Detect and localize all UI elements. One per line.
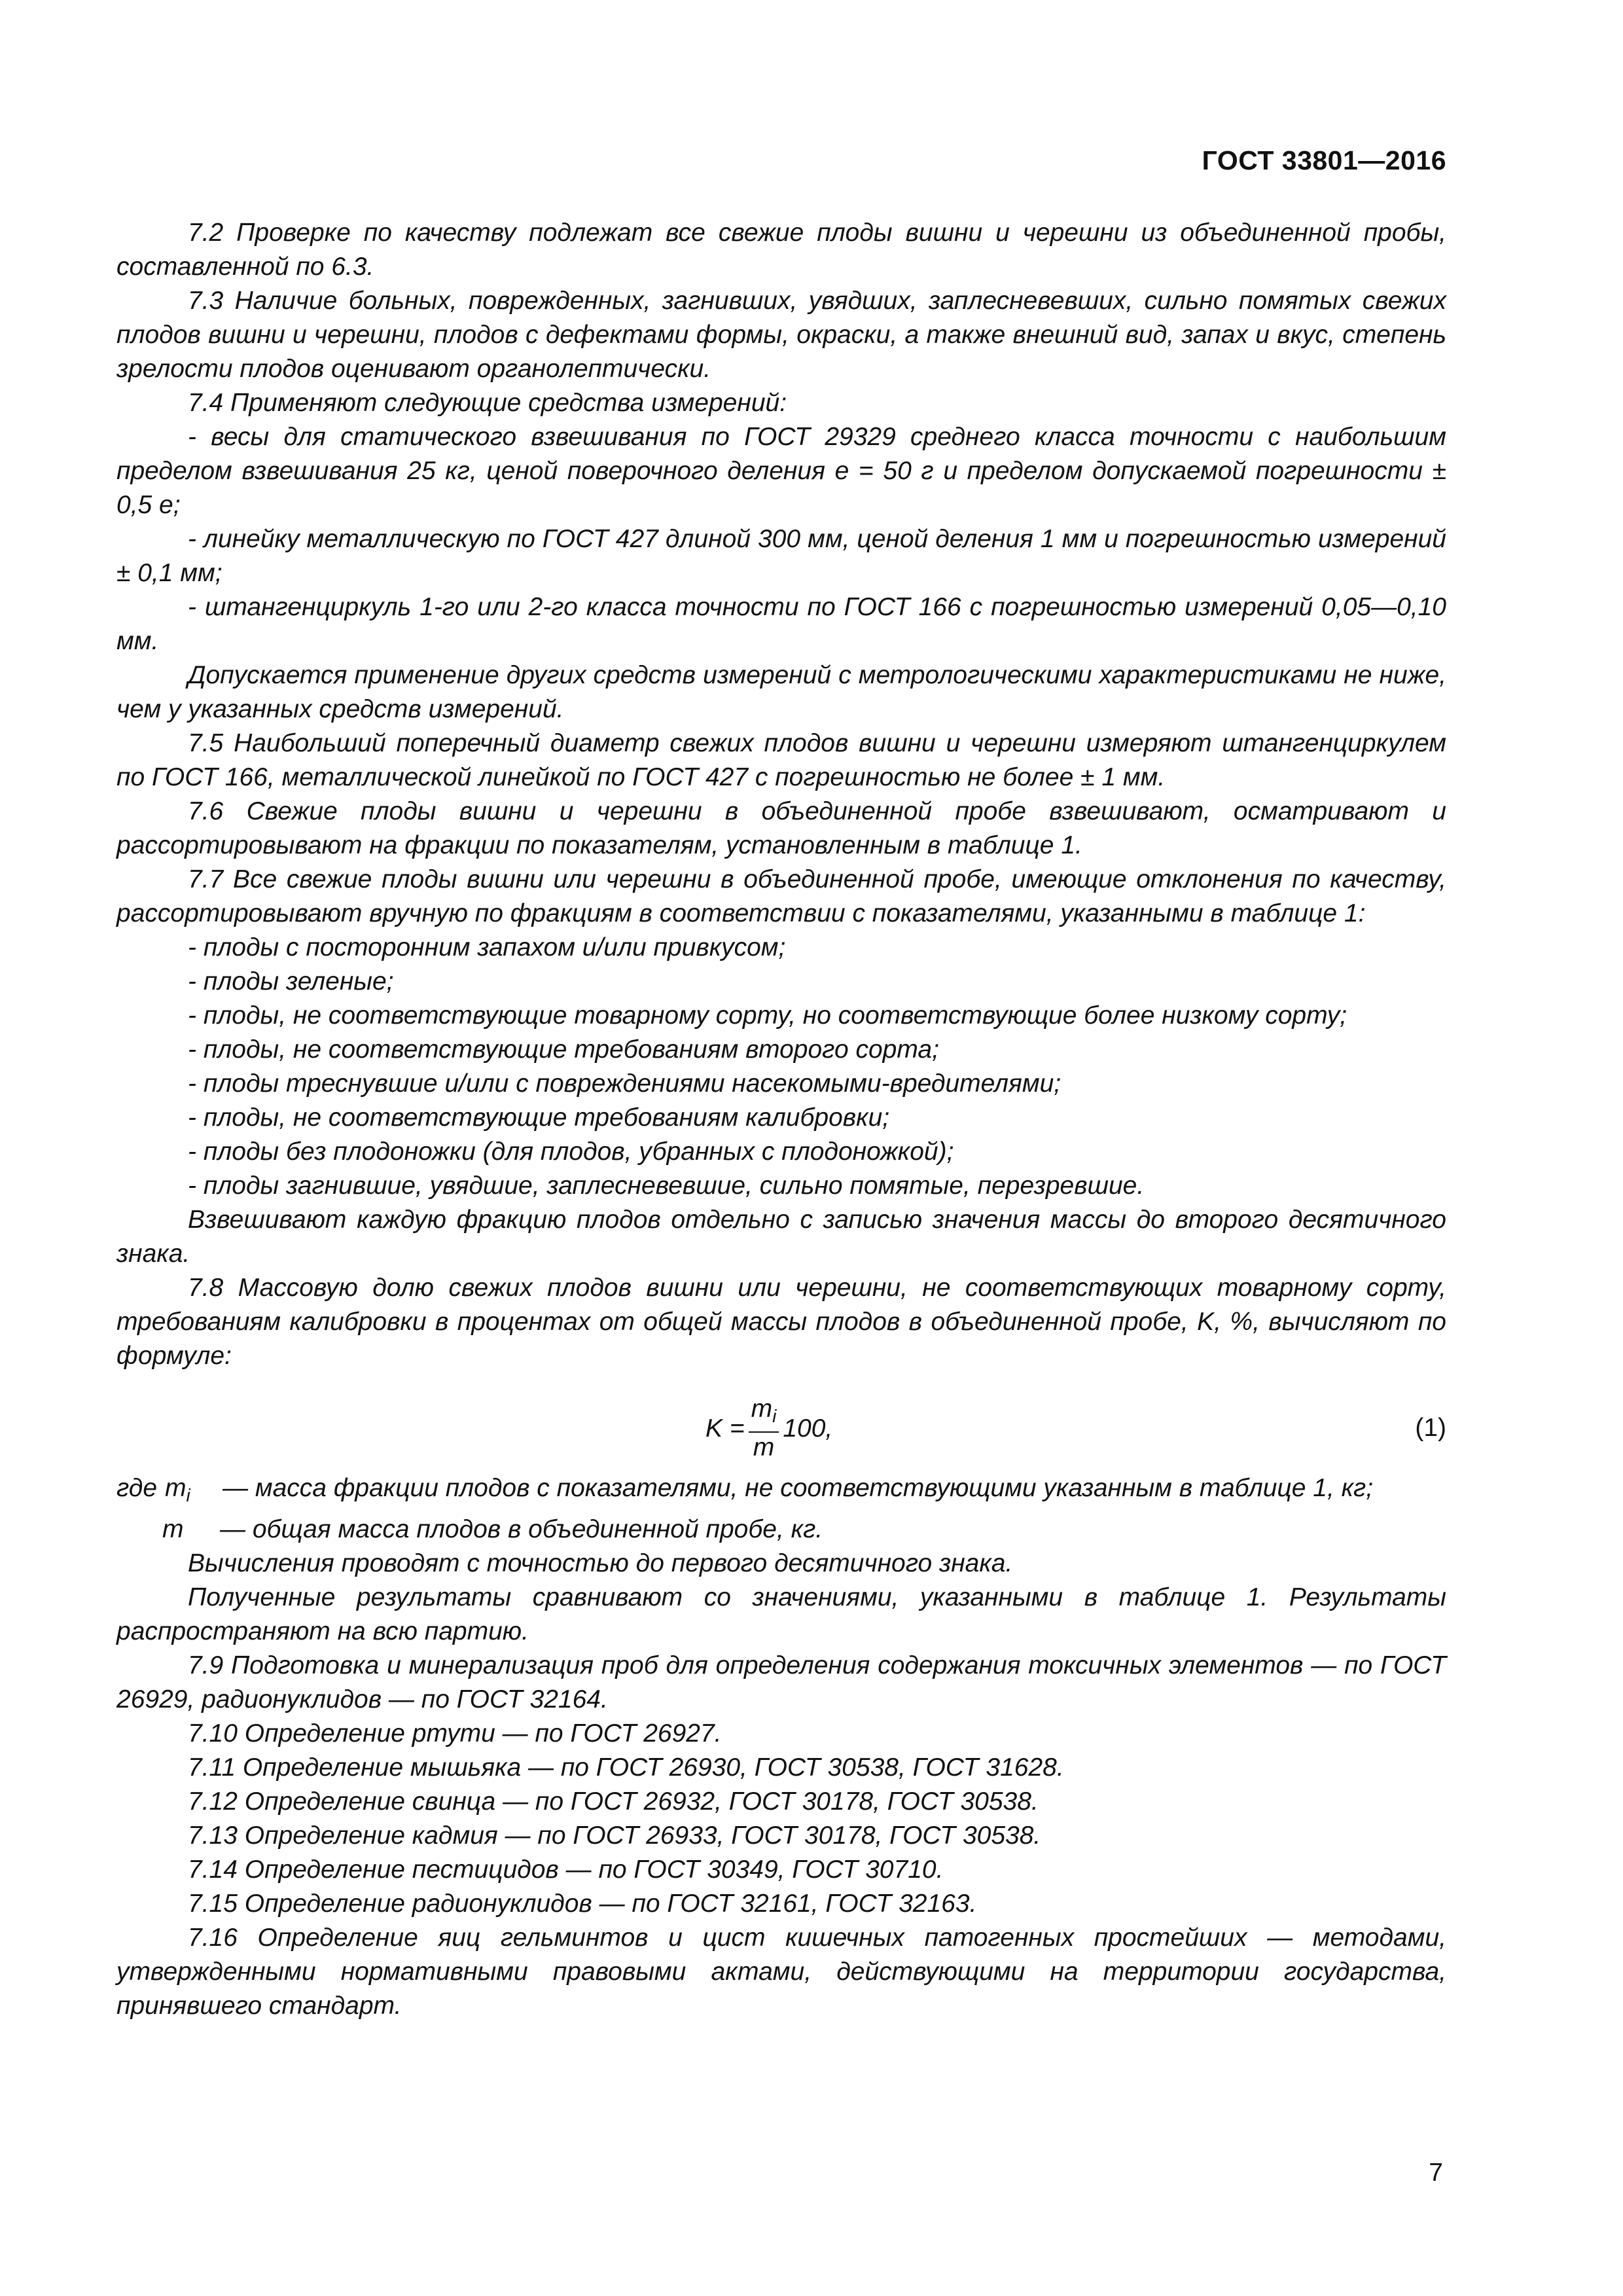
list-item: - плоды зеленые; [188,967,394,996]
formula-lhs: K = [705,1414,745,1443]
where-symbol-1: $m_i$ [165,1474,190,1505]
formula-denominator: m [753,1433,775,1462]
measurement-ruler-item: - линейку металлическую по ГОСТ 427 длиной 300 мм, ценой деления 1 мм и погрешностью измерений ± 0,1 мм; [116,525,1446,587]
paragraph-7-8: 7.8 Массовую долю свежих плодов вишни или черешни, не соответствующих товарному сорту, требованиям калибровки в процентах от общей массы плодов в объединенной пробе, K, %, вычисляют по формуле: [116,1274,1446,1370]
paragraph-7-9: 7.9 Подготовка и минерализация проб для определения содержания токсичных элементов — по ГОСТ 26929, радионуклидов — по ГОСТ 32164. [116,1651,1446,1713]
list-item: - плоды, не соответствующие товарному сорту, но соответствующие более низкому сорту; [188,1001,1347,1030]
paragraph-7-15: 7.15 Определение радионуклидов — по ГОСТ 32161, ГОСТ 32163. [188,1890,977,1918]
list-item: - плоды, не соответствующие требованиям второго сорта; [188,1035,939,1064]
paragraph-7-16: 7.16 Определение яиц гельминтов и цист кишечных патогенных простейших — методами, утвержденными нормативными правовыми актами, действующими на территории государства, принявшего стандарт. [116,1924,1446,2020]
formula-block [116,1376,1446,1467]
paragraph-7-12: 7.12 Определение свинца — по ГОСТ 26932, ГОСТ 30178, ГОСТ 30538. [188,1787,1039,1816]
where-symbol-2: m [162,1515,184,1543]
formula-fraction [749,1394,779,1463]
paragraph-7-7: 7.7 Все свежие плоды вишни или черешни в объединенной пробе, имеющие отклонения по качеству, рассортировывают вручную по фракциям в соответствии с показателями, указанными в таблице 1: [116,865,1446,927]
formula-expression [705,1394,832,1463]
where-def-1: — масса фракции плодов с показателями, не соответствующими указанным в таблице 1, кг; [223,1474,1374,1502]
where-prefix: где [116,1474,158,1502]
page-number: 7 [1429,2159,1443,2187]
where-def-2: — общая масса плодов в объединенной пробе, кг. [220,1515,823,1543]
formula-factor: 100, [783,1414,833,1443]
list-item: - плоды с посторонним запахом и/или привкусом; [188,933,786,961]
measurement-scales-item: - весы для статического взвешивания по ГОСТ 29329 среднего класса точности с наибольшим пределом взвешивания 25 кг, ценой поверочного деления е = 50 г и пределом допускаемой погрешности ± 0,5 е; [116,423,1446,519]
paragraph-7-5: 7.5 Наибольший поперечный диаметр свежих плодов вишни и черешни измеряют штангенциркулем по ГОСТ 166, металлической линейкой по ГОСТ 427 с погрешностью не более ± 1 мм. [116,729,1446,791]
results-note: Полученные результаты сравнивают со значениями, указанными в таблице 1. Результаты распространяют на всю партию. [116,1583,1446,1645]
paragraph-7-10: 7.10 Определение ртути — по ГОСТ 26927. [188,1719,722,1748]
document-header-code: ГОСТ 33801—2016 [1202,145,1446,175]
where-definition-1 [116,1471,1446,1513]
paragraph-7-3: 7.3 Наличие больных, поврежденных, загнивших, увядших, заплесневевших, сильно помятых свежих плодов вишни и черешни, плодов с дефектами формы, окраски, а также внешний вид, запах и вкус, степень зрелости плодов оценивают органолептически. [116,287,1446,383]
paragraph-7-2: 7.2 Проверке по качеству подлежат все свежие плоды вишни и черешни из объединенной пробы, составленной по 6.3. [116,219,1446,281]
paragraph-7-4-note: Допускается применение других средств измерений с метрологическими характеристиками не ниже, чем у указанных средств измерений. [116,661,1446,723]
formula-numerator: $m_i$ [749,1394,779,1433]
paragraph-7-14: 7.14 Определение пестицидов — по ГОСТ 30349, ГОСТ 30710. [188,1856,944,1884]
formula-number: (1) [1415,1414,1446,1442]
list-item: - плоды загнившие, увядшие, заплесневевшие, сильно помятые, перезревшие. [188,1172,1145,1200]
paragraph-7-4: 7.4 Применяют следующие средства измерений: [188,389,787,417]
paragraph-7-7-note: Взвешивают каждую фракцию плодов отдельно с записью значения массы до второго десятичного знака. [116,1206,1446,1268]
list-item: - плоды треснувшие и/или с повреждениями насекомыми-вредителями; [188,1069,1061,1098]
paragraph-7-11: 7.11 Определение мышьяка — по ГОСТ 26930, ГОСТ 30538, ГОСТ 31628. [188,1753,1064,1782]
measurement-caliper-item: - штангенциркуль 1-го или 2-го класса точности по ГОСТ 166 с погрешностью измерений 0,05—0,10 мм. [116,593,1446,655]
where-definition-2 [116,1513,1446,1547]
list-item: - плоды, не соответствующие требованиям калибровки; [188,1103,890,1132]
document-body [116,216,1446,2023]
paragraph-7-13: 7.13 Определение кадмия — по ГОСТ 26933, ГОСТ 30178, ГОСТ 30538. [188,1821,1041,1850]
calc-note: Вычисления проводят с точностью до первого десятичного знака. [188,1549,1013,1577]
list-item: - плоды без плодоножки (для плодов, убранных с плодоножкой); [188,1138,954,1166]
paragraph-7-6: 7.6 Свежие плоды вишни и черешни в объединенной пробе взвешивают, осматривают и рассортировывают на фракции по показателям, установленным в таблице 1. [116,797,1446,859]
